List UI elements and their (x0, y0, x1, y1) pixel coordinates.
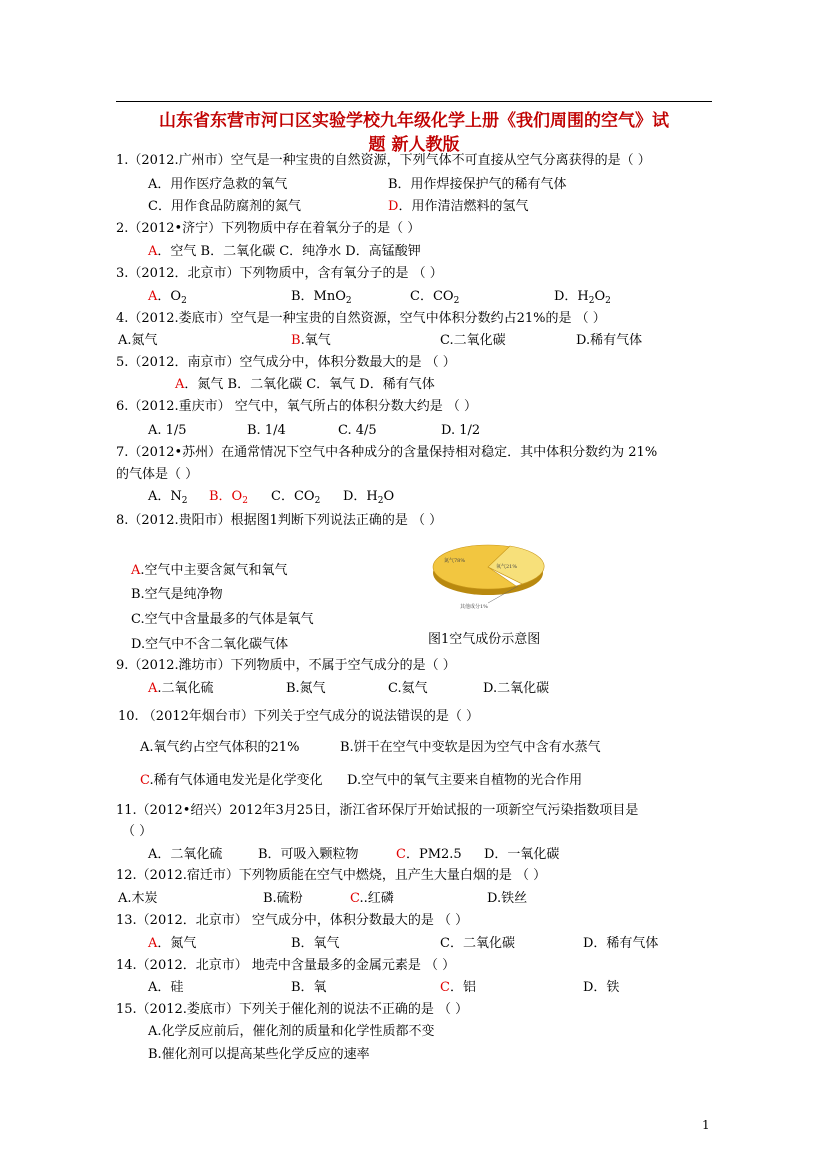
q12-option-b: B.硫粉 (263, 891, 303, 906)
q6-option-c: C. 4/5 (338, 423, 377, 438)
q12-answer-letter: C (350, 891, 360, 906)
page-number: 1 (702, 1118, 710, 1132)
q14-option-c: C．铝 (440, 980, 476, 995)
q14-option-d: D．铁 (583, 980, 620, 995)
q14-option-b: B．氧 (291, 980, 327, 995)
q8-option-a: A.空气中主要含氮气和氧气 (131, 563, 288, 578)
q7-stem-line1: 7.（2012•苏州）在通常情况下空气中各种成分的含量保持相对稳定．其中体积分数约为 21% (116, 445, 658, 460)
q9-option-b: B.氮气 (286, 681, 326, 696)
q4-option-b: B.氧气 (291, 333, 331, 348)
document-title-line2: 题 新人教版 (368, 135, 460, 155)
q1-option-d: D．用作清洁燃料的氢气 (388, 199, 529, 214)
q3-option-b: B．MnO$_2$ (291, 289, 352, 306)
q11-option-d: D．一氧化碳 (484, 847, 560, 862)
q12-option-a: A.木炭 (118, 891, 158, 906)
q3-option-c: C．$CO_2$ (410, 289, 460, 306)
q11-option-a: A．二氧化硫 (148, 847, 223, 862)
q1-option-a: A．用作医疗急救的氧气 (148, 177, 288, 192)
air-composition-pie-figure (430, 535, 548, 615)
q6-option-b: B. 1/4 (247, 423, 286, 438)
q10-option-c: C.稀有气体通电发光是化学变化 (140, 773, 323, 788)
q12-option-d: D.铁丝 (487, 891, 528, 906)
q9-answer-letter: A (148, 681, 158, 696)
q13-stem: 13.（2012．北京市） 空气成分中，体积分数最大的是 （ ） (116, 913, 469, 928)
figure-caption: 图1空气成份示意图 (428, 632, 541, 647)
pie-label-nitrogen: 氮气78% (444, 558, 466, 564)
pie-label-oxygen: 氧气21% (496, 564, 518, 570)
q2-stem: 2.（2012•济宁）下列物质中存在着氧分子的是（ ） (116, 221, 421, 236)
q12-option-c: C..红磷 (350, 891, 394, 906)
q6-option-d: D. 1/2 (441, 423, 481, 438)
q11-option-b: B．可吸入颗粒物 (258, 847, 359, 862)
q2-answer-letter: A (148, 244, 158, 259)
q7-stem-line2: 的气体是（ ） (116, 467, 199, 482)
q14-answer-letter: C (440, 980, 450, 995)
q4-answer-letter: B (291, 333, 301, 348)
q14-option-a: A．硅 (148, 980, 184, 995)
pie-label-other: 其他成分1% (460, 604, 488, 610)
q4-stem: 4.（2012.娄底市）空气是一种宝贵的自然资源，空气中体积分数约占21%的是 （ ） (116, 311, 606, 326)
q5-stem: 5.（2012．南京市）空气成分中，体积分数最大的是 （ ） (116, 355, 456, 370)
q13-answer-letter: A (148, 936, 158, 951)
q3-option-a: A．$O_2$ (148, 289, 187, 306)
q15-option-b: B.催化剂可以提高某些化学反应的速率 (148, 1047, 370, 1062)
q10-option-a: A.氧气约占空气体积的21% (140, 740, 300, 755)
q15-stem: 15.（2012.娄底市）下列关于催化剂的说法不正确的是 （ ） (116, 1002, 469, 1017)
q4-option-d: D.稀有气体 (576, 333, 643, 348)
q13-option-a: A．氮气 (148, 936, 197, 951)
q10-answer-letter: C (140, 773, 150, 788)
q13-option-c: C．二氧化碳 (440, 936, 515, 951)
q9-option-c: C.氦气 (388, 681, 428, 696)
q11-option-c: C．PM2.5 (396, 847, 462, 862)
q8-answer-letter: A (131, 563, 141, 578)
header-rule (116, 101, 712, 102)
q11-stem-line1: 11.（2012•绍兴）2012年3月25日，浙江省环保厅开始试报的一项新空气污染指数项目是 (116, 803, 639, 818)
q7-option-b: B．$O_2$ (209, 489, 248, 506)
q13-option-d: D．稀有气体 (583, 936, 659, 951)
q8-option-b: B.空气是纯净物 (131, 587, 223, 602)
q8-option-c: C.空气中含量最多的气体是氧气 (131, 612, 314, 627)
q7-option-d: D．$H_2O$ (343, 489, 395, 506)
q9-option-a: A.二氧化硫 (148, 681, 214, 696)
q1-option-c: C．用作食品防腐剂的氮气 (148, 199, 301, 214)
q10-option-d: D.空气中的氧气主要来自植物的光合作用 (347, 773, 583, 788)
q4-option-c: C.二氧化碳 (440, 333, 506, 348)
q7-option-c: C．$CO_2$ (271, 489, 321, 506)
q1-stem: 1.（2012.广州市）空气是一种宝贵的自然资源，下列气体不可直接从空气分离获得的是（ ） (116, 153, 651, 168)
q3-option-d: D．$H_2O_2$ (554, 289, 611, 306)
q10-option-b: B.饼干在空气中变软是因为空气中含有水蒸气 (340, 740, 601, 755)
q13-option-b: B．氧气 (291, 936, 340, 951)
q5-options: A．氮气 B．二氧化碳 C．氧气 D．稀有气体 (175, 377, 435, 392)
q7-answer-option: B．O (209, 489, 243, 504)
q9-stem: 9.（2012.潍坊市）下列物质中，不属于空气成分的是（ ） (116, 658, 456, 673)
q3-answer-letter: A (148, 289, 158, 304)
q10-stem: 10. （2012年烟台市）下列关于空气成分的说法错误的是（ ） (118, 709, 480, 724)
q4-option-a: A.氮气 (118, 333, 158, 348)
q11-stem-line2: （ ） (122, 824, 153, 839)
q1-answer-letter: D (388, 199, 399, 214)
q2-options: A．空气 B．二氧化碳 C．纯净水 D．高锰酸钾 (148, 244, 421, 259)
q11-answer-letter: C (396, 847, 406, 862)
document-title-line1: 山东省东营市河口区实验学校九年级化学上册《我们周围的空气》试 (159, 111, 669, 131)
q3-stem: 3.（2012．北京市）下列物质中，含有氧分子的是 （ ） (116, 266, 443, 281)
q6-option-a: A. 1/5 (148, 423, 187, 438)
q8-option-d: D.空气中不含二氧化碳气体 (131, 637, 289, 652)
q12-stem: 12.（2012.宿迁市）下列物质能在空气中燃烧，且产生大量白烟的是 （ ） (116, 868, 547, 883)
q8-stem: 8.（2012.贵阳市）根据图1判断下列说法正确的是 （ ） (116, 513, 443, 528)
q6-stem: 6.（2012.重庆市） 空气中，氧气所占的体积分数大约是 （ ） (116, 399, 478, 414)
q7-option-a: A．$N_2$ (148, 489, 188, 506)
q1-option-b: B．用作焊接保护气的稀有气体 (388, 177, 567, 192)
q5-answer-letter: A (175, 377, 185, 392)
q9-option-d: D.二氧化碳 (483, 681, 550, 696)
q15-option-a: A.化学反应前后，催化剂的质量和化学性质都不变 (148, 1024, 435, 1039)
q14-stem: 14.（2012．北京市） 地壳中含量最多的金属元素是 （ ） (116, 958, 456, 973)
